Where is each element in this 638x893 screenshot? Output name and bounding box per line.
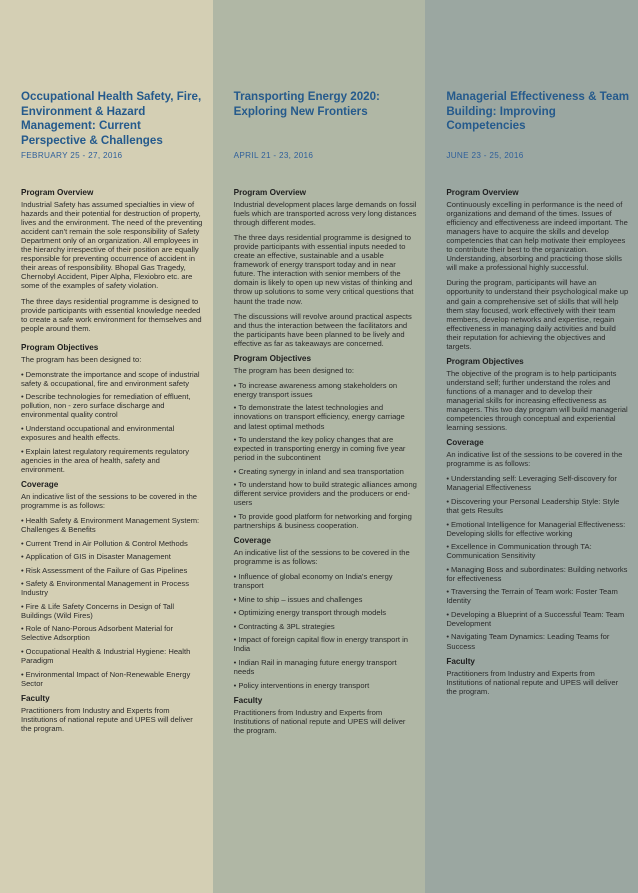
bullet-icon: •: [446, 519, 449, 529]
bullet-icon: •: [233, 480, 237, 490]
list-item: • Policy interventions in energy transport: [233, 680, 370, 690]
coverage-intro: An indicative list of the sessions to be covered in the programme is as follows:: [21, 491, 198, 510]
bullet-icon: •: [446, 474, 449, 484]
objectives-heading: Program Objectives: [21, 342, 99, 352]
bullet-icon: •: [21, 446, 24, 456]
bullet-icon: •: [446, 632, 449, 642]
list-item: • Fire & Life Safety Concerns in Design of Tall Buildings (Wild Fires): [21, 601, 175, 620]
bullet-icon: •: [446, 542, 449, 552]
list-item: • Understand occupational and environmental exposures and health effects.: [21, 424, 175, 443]
list-item: • To understand the key policy changes that are expected in transporting energy in coming five year period in the subcontinent: [233, 435, 406, 463]
list-item: • Traversing the Terrain of Team work: Foster Team Identity: [446, 587, 618, 606]
list-item: • Application of GIS in Disaster Management: [21, 552, 171, 562]
bullet-icon: •: [21, 392, 24, 402]
program-column-energy: [213, 0, 426, 893]
list-item: • Explain latest regulatory requirements regulatory agencies in the area of health, safety and environment.: [21, 446, 190, 474]
list-item: • To understand how to build strategic alliances among different service providers and the producers or end-users: [233, 480, 417, 508]
bullet-icon: •: [446, 496, 449, 506]
overview-paragraph: Industrial development places large demands on fossil fuels which are transported across very long distances through different modes.: [233, 200, 417, 228]
list-item: • Role of Nano-Porous Adsorbent Material for Selective Adsorption: [21, 624, 173, 643]
overview-paragraph: Continuously excelling in performance is the need of organizations and demand of the times. Issues of efficiency and effectiveness are indeed important. The managers have to acquire the skills and develop competencies that can help motivate their employees to contribute their best to the organization. Understanding, absorbing and practicing those skills will make a professional highly successful.: [446, 200, 628, 273]
faculty-text: Practitioners from Industry and Experts from Institutions of national repute and UPES will deliver the program.: [233, 707, 406, 735]
bullet-icon: •: [233, 466, 237, 476]
list-item: • Managing Boss and subordinates: Building networks for effectiveness: [446, 564, 628, 583]
list-item: • Mine to ship – issues and challenges: [233, 594, 363, 604]
overview-heading: Program Overview: [233, 188, 307, 197]
list-item: • Optimizing energy transport through models: [233, 608, 387, 618]
list-item: • Creating synergy in inland and sea transportation: [233, 466, 404, 476]
bullet-icon: •: [21, 646, 24, 656]
list-item: • Demonstrate the importance and scope of industrial safety & occupational, fire and environment safety: [21, 369, 200, 388]
program-column-managerial: [425, 0, 638, 893]
faculty-heading: Faculty: [446, 656, 475, 666]
coverage-heading: Coverage: [446, 438, 484, 448]
bullet-icon: •: [233, 621, 237, 631]
objectives-list: [234, 381, 418, 530]
coverage-intro: An indicative list of the sessions to be covered in the programme is as follows:: [233, 548, 410, 567]
bullet-icon: •: [446, 564, 449, 574]
bullet-icon: •: [233, 657, 237, 667]
list-item: • Impact of foreign capital flow in energy transport in India: [233, 635, 409, 654]
overview-paragraph: The discussions will revolve around practical aspects and thus the interaction between the facilitators and the participants have been planned to be lively and effective as far as takeaways are concerned.: [233, 311, 412, 348]
list-item: • Environmental Impact of Non-Renewable Energy Sector: [21, 669, 191, 688]
faculty-heading: Faculty: [233, 695, 263, 705]
bullet-icon: •: [21, 669, 24, 679]
faculty-text: Practitioners from Industry and Experts from Institutions of national repute and UPES will deliver the program.: [446, 668, 619, 696]
overview-paragraph: Industrial Safety has assumed specialties in view of hazards and their potential for destruction of property, lives and the environment. The need of the preventing accident can't remain the sole responsibility of Safety Department only of an organization. All employees in the hierarchy irrespective of their position are equally responsible for preventing occurrence of accident in their areas of responsibility. Bhopal Gas Tragedy, Chernobyl Accident, Piper Alpha, Flexiobro etc. are some of the examples of safety violation.: [21, 200, 203, 291]
bullet-icon: •: [21, 565, 24, 575]
list-item: • Health Safety & Environment Management System: Challenges & Benefits: [21, 515, 200, 534]
overview-paragraph: The three days residential programme is designed to provide participants with essential inputs needed to create an effective, sustainable and a usable framework of energy transport today and in near future. The interaction with senior members of the domain is likely to open up new vistas of thinking and throw up solutions to some very critical questions that haunt the trade now.: [233, 233, 414, 306]
program-dates: APRIL 21 - 23, 2016: [233, 151, 314, 160]
bullet-icon: •: [21, 601, 24, 611]
list-item: • Contracting & 3PL strategies: [233, 621, 335, 631]
bullet-icon: •: [21, 369, 24, 379]
list-item: • Current Trend in Air Pollution & Control Methods: [21, 538, 188, 548]
bullet-icon: •: [233, 403, 237, 413]
coverage-list: [234, 572, 418, 689]
bullet-icon: •: [233, 435, 237, 445]
objectives-list: [21, 370, 205, 474]
program-title: Occupational Health Safety, Fire, Environment & Hazard Management: Current Perspective & Challenges: [21, 90, 202, 147]
bullet-icon: •: [446, 587, 449, 597]
list-item: • Understanding self: Leveraging Self-discovery for Managerial Effectiveness: [446, 474, 617, 493]
list-item: • Developing a Blueprint of a Successful Team: Team Development: [446, 609, 625, 628]
coverage-heading: Coverage: [21, 479, 59, 489]
bullet-icon: •: [233, 511, 237, 521]
list-item: • Describe technologies for remediation of effluent, pollution, non - zero surface discharge and environmental quality control: [21, 392, 191, 420]
overview-paragraph: During the program, participants will have an opportunity to understand their psychological make up and gain a comprehensive set of skills that will help them stay focused, work effectively with their team members, develop networks and expertise, regain effectiveness in managing daily activities and build their reputation for achieving the objectives and targets.: [446, 278, 629, 351]
list-item: • Safety & Environmental Management in Process Industry: [21, 579, 190, 598]
coverage-list: [446, 474, 630, 650]
coverage-intro: An indicative list of the sessions to be covered in the programme is as follows:: [446, 450, 623, 469]
list-item: • Emotional Intelligence for Managerial Effectiveness: Developing skills for effective working: [446, 519, 626, 538]
list-item: • To increase awareness among stakeholders on energy transport issues: [233, 380, 398, 399]
program-dates: JUNE 23 - 25, 2016: [446, 151, 524, 160]
list-item: • Excellence in Communication through TA: Communication Sensitivity: [446, 542, 592, 561]
objectives-heading: Program Objectives: [446, 356, 524, 366]
list-item: • Discovering your Personal Leadership Style: Style that gets Results: [446, 496, 620, 515]
program-title: Managerial Effectiveness & Team Building: Improving Competencies: [446, 90, 630, 133]
bullet-icon: •: [21, 552, 24, 562]
program-title: Transporting Energy 2020: Exploring New Frontiers: [233, 90, 380, 118]
program-dates: FEBRUARY 25 - 27, 2016: [21, 151, 123, 160]
bullet-icon: •: [233, 594, 237, 604]
bullet-icon: •: [233, 635, 237, 645]
coverage-heading: Coverage: [233, 536, 271, 545]
bullet-icon: •: [21, 424, 24, 434]
objectives-intro: The program has been designed to:: [21, 354, 142, 364]
objectives-intro: The program has been designed to:: [233, 365, 354, 375]
coverage-list: [21, 516, 205, 688]
overview-heading: Program Overview: [21, 188, 94, 197]
faculty-text: Practitioners from Industry and Experts from Institutions of national repute and UPES will deliver the program.: [21, 705, 193, 733]
bullet-icon: •: [233, 572, 237, 582]
bullet-icon: •: [21, 515, 24, 525]
bullet-icon: •: [21, 579, 24, 589]
list-item: • Navigating Team Dynamics: Leading Teams for Success: [446, 632, 610, 651]
overview-paragraph: The three days residential programme is designed to provide participants with essential knowledge needed to create a safe work environment for themselves and people around them.: [21, 296, 202, 333]
list-item: • Influence of global economy on India's energy transport: [233, 572, 393, 591]
list-item: • Occupational Health & Industrial Hygiene: Health Paradigm: [21, 646, 191, 665]
bullet-icon: •: [446, 609, 449, 619]
bullet-icon: •: [233, 380, 237, 390]
list-item: • Indian Rail in managing future energy transport needs: [233, 657, 397, 677]
bullet-icon: •: [21, 624, 24, 634]
program-column-ohs: [0, 0, 213, 893]
bullet-icon: •: [233, 608, 237, 618]
bullet-icon: •: [233, 680, 237, 690]
overview-heading: Program Overview: [446, 188, 519, 197]
objectives-text: The objective of the program is to help participants understand self; further understand the roles and functions of a manager and to develop their managerial skills for increasing effectiveness as managers. This two day program will build managerial competencies through conceptual and experiential learning sessions.: [446, 368, 628, 433]
list-item: • To demonstrate the latest technologies and innovations on transport efficiency, energy carriage and latest optimal methods: [233, 403, 405, 431]
list-item: • To provide good platform for networking and forging partnerships & business cooperation.: [233, 511, 412, 530]
list-item: • Risk Assessment of the Failure of Gas Pipelines: [21, 565, 188, 575]
objectives-heading: Program Objectives: [233, 353, 312, 363]
bullet-icon: •: [21, 538, 24, 548]
faculty-heading: Faculty: [21, 693, 50, 703]
